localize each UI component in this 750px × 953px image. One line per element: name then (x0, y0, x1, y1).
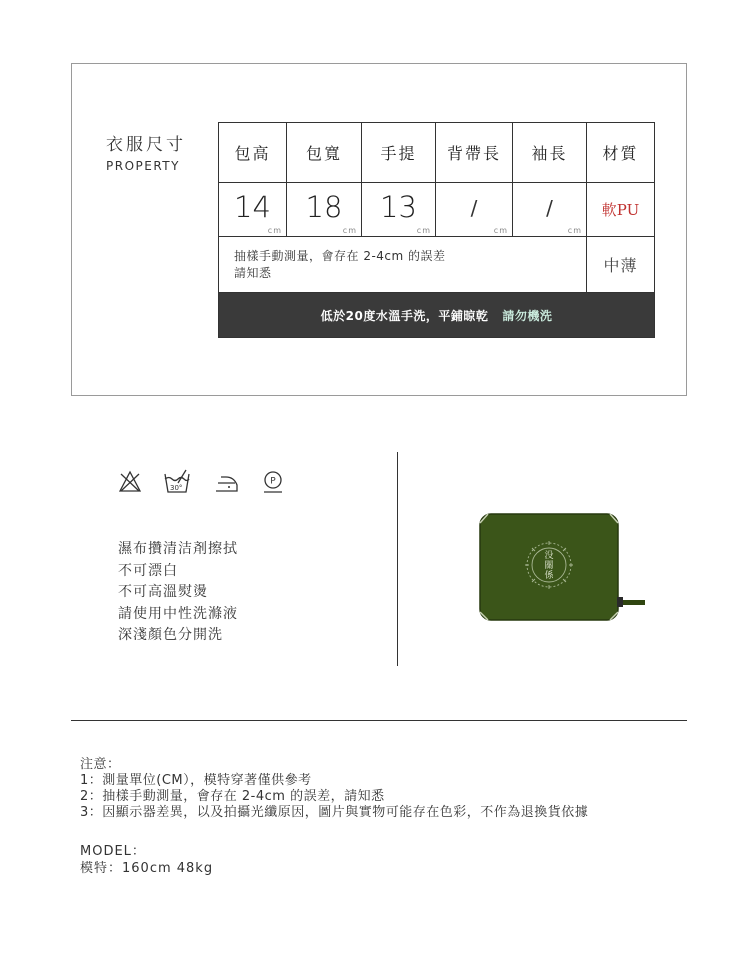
care-line: 深淺顏色分開洗 (118, 627, 223, 643)
value-sleeve: / (546, 195, 553, 220)
notes-item: 2：抽樣手動測量，會存在 2-4cm 的誤差，請知悉 (80, 789, 385, 804)
value-handle-cell (362, 183, 436, 237)
value-material: 軟PU (601, 201, 640, 219)
unit-label: cm (342, 226, 357, 235)
bag-zipper-pull (617, 597, 623, 607)
bag-emblem-char: 關 (544, 561, 554, 571)
unit-label: cm (567, 226, 582, 235)
measurement-note-line1: 抽樣手動測量，會存在 2-4cm 的誤差 (234, 248, 446, 263)
value-strap-cell (436, 183, 513, 237)
value-material-cell (587, 183, 655, 237)
value-sleeve-cell (513, 183, 587, 237)
wash-instruction-text: 低於20度水溫手洗，平鋪晾乾 (320, 308, 489, 323)
value-strap: / (470, 195, 478, 220)
notes-item: 1：測量單位(CM），模特穿著僅供參考 (80, 773, 312, 788)
care-line: 濕布攢清洁剤擦拭 (118, 541, 238, 557)
header-width: 包寬 (287, 123, 362, 183)
value-height-cell (219, 183, 287, 237)
iron-icon (216, 477, 237, 491)
property-subtitle: PROPERTY (106, 159, 180, 173)
wash-warning-text: 請勿機洗 (502, 308, 553, 323)
dry-clean-p-icon (264, 472, 282, 492)
value-height: 14 (234, 189, 271, 224)
horizontal-divider (71, 720, 687, 721)
header-handle: 手提 (362, 123, 436, 183)
thickness-value: 中薄 (587, 237, 655, 293)
care-icons (117, 466, 292, 498)
notes-block (80, 757, 588, 821)
header-material: 材質 (587, 123, 655, 183)
bag-strap (623, 600, 645, 605)
measurement-note (219, 237, 587, 293)
unit-label: cm (267, 226, 282, 235)
value-width: 18 (305, 189, 343, 224)
unit-label: cm (493, 226, 508, 235)
product-image (478, 511, 648, 623)
bag-emblem-char: 係 (544, 571, 554, 581)
measurement-note-line2: 請知悉 (234, 265, 272, 280)
header-strap: 背帶長 (436, 123, 513, 183)
header-height: 包高 (219, 123, 287, 183)
care-line: 不可高溫熨燙 (118, 584, 208, 600)
vertical-divider (397, 452, 398, 666)
value-width-cell (287, 183, 362, 237)
unit-label: cm (416, 226, 431, 235)
model-value: 模特：160cm 48kg (80, 861, 214, 876)
model-label: MODEL： (80, 844, 146, 859)
care-instructions (118, 539, 238, 647)
size-table (218, 122, 655, 338)
property-title: 衣服尺寸 (106, 135, 186, 155)
notes-item: 3：因顯示器差異，以及拍攝光纖原因，圖片與實物可能存在色彩，不作為退換貨依據 (80, 805, 589, 820)
notes-title: 注意： (80, 757, 121, 772)
wash-instruction-bar (219, 293, 655, 338)
wash-temp-label: 30° (170, 484, 183, 492)
header-sleeve: 袖長 (513, 123, 587, 183)
hand-wash-30-icon (165, 470, 189, 492)
dry-clean-letter: P (270, 476, 276, 487)
care-line: 請使用中性洗滌液 (118, 605, 238, 622)
care-line: 不可漂白 (118, 562, 178, 579)
bag-emblem-char: 没 (544, 551, 554, 561)
model-block (80, 843, 213, 877)
no-bleach-icon (120, 472, 140, 491)
value-handle: 13 (380, 189, 417, 224)
